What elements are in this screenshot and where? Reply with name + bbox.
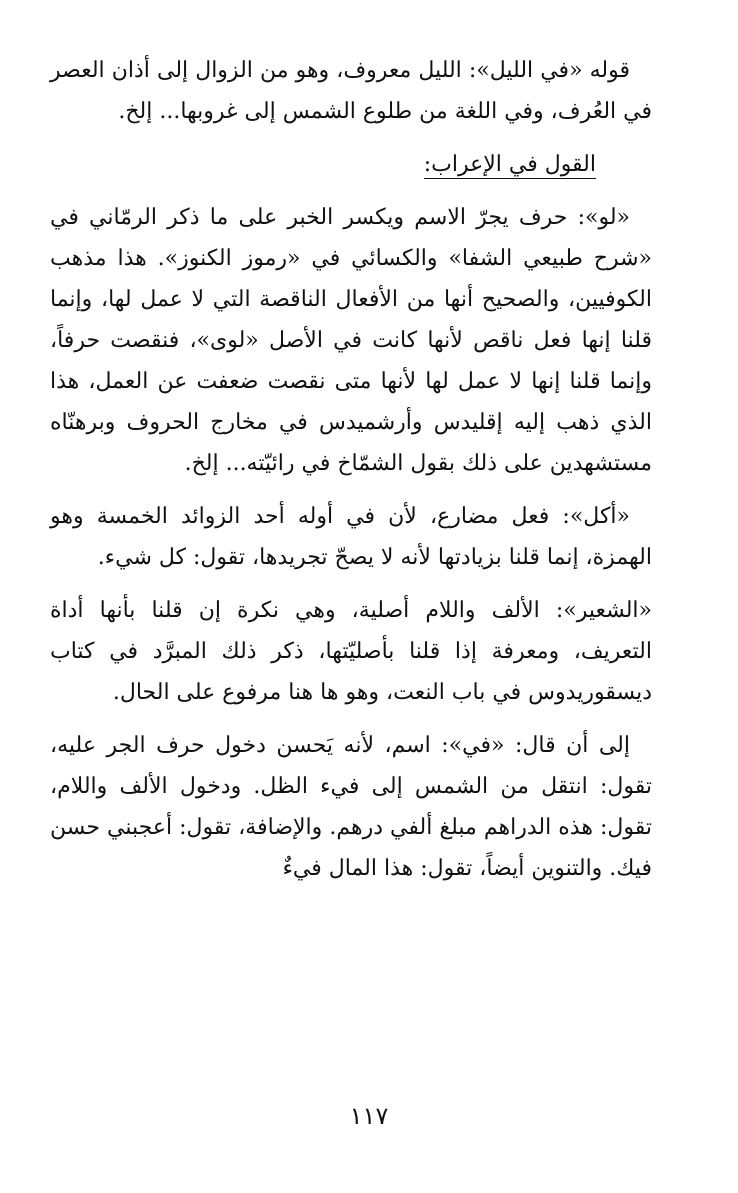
section-heading-irab [50,144,652,185]
page-body [50,50,652,901]
paragraph-fi-al-layl: قوله «في الليل»: الليل معروف، وهو من الزوال إلى أذان العصر في العُرف، وفي اللغة من طلوع الشمس إلى غروبها... إلخ. [50,58,652,124]
paragraph-fi: إلى أن قال: «في»: اسم، لأنه يَحسن دخول حرف الجر عليه، تقول: انتقل من الشمس إلى فيء الظل. ودخول الألف واللام، تقول: هذه الدراهم مبلغ ألفي درهم. والإضافة، تقول: أعجبني حسن فيك. والتنوين أيضاً، تقول: هذا المال فيءٌ [50,733,652,881]
paragraph-law: «لو»: حرف يجرّ الاسم ويكسر الخبر على ما ذكر الرمّاني في «شرح طبيعي الشفا» والكسائي في «رموز الكنوز». هذا مذهب الكوفيين، والصحيح أنها من الأفعال الناقصة التي لا عمل لها، وإنما قلنا إنها فعل ناقص لأنها كانت في الأصل «لوى»، فنقصت حرفاً، وإنما قلنا إنها لا عمل لها لأنها متى نقصت ضعفت عن العمل، هذا الذي ذهب إليه إقليدس وأرشميدس في مخارج الحروف وبرهنّاه مستشهدين على ذلك بقول الشمّاخ في رائيّته... إلخ. [50,205,652,476]
page-number: ١١٧ [349,1102,389,1130]
paragraph-akal: «أكل»: فعل مضارع، لأن في أوله أحد الزوائد الخمسة وهو الهمزة، إنما قلنا بزيادتها لأنه لا يصحّ تجريدها، تقول: كل شيء. [50,504,652,570]
paragraph-al-shair: «الشعير»: الألف واللام أصلية، وهي نكرة إن قلنا بأنها أداة التعريف، ومعرفة إذا قلنا بأصليّتها، ذكر ذلك المبرَّد في كتاب ديسقوريدوس في باب النعت، وهو ها هنا مرفوع على الحال. [50,598,652,705]
section-heading-text: القول في الإعراب: [423,152,596,177]
